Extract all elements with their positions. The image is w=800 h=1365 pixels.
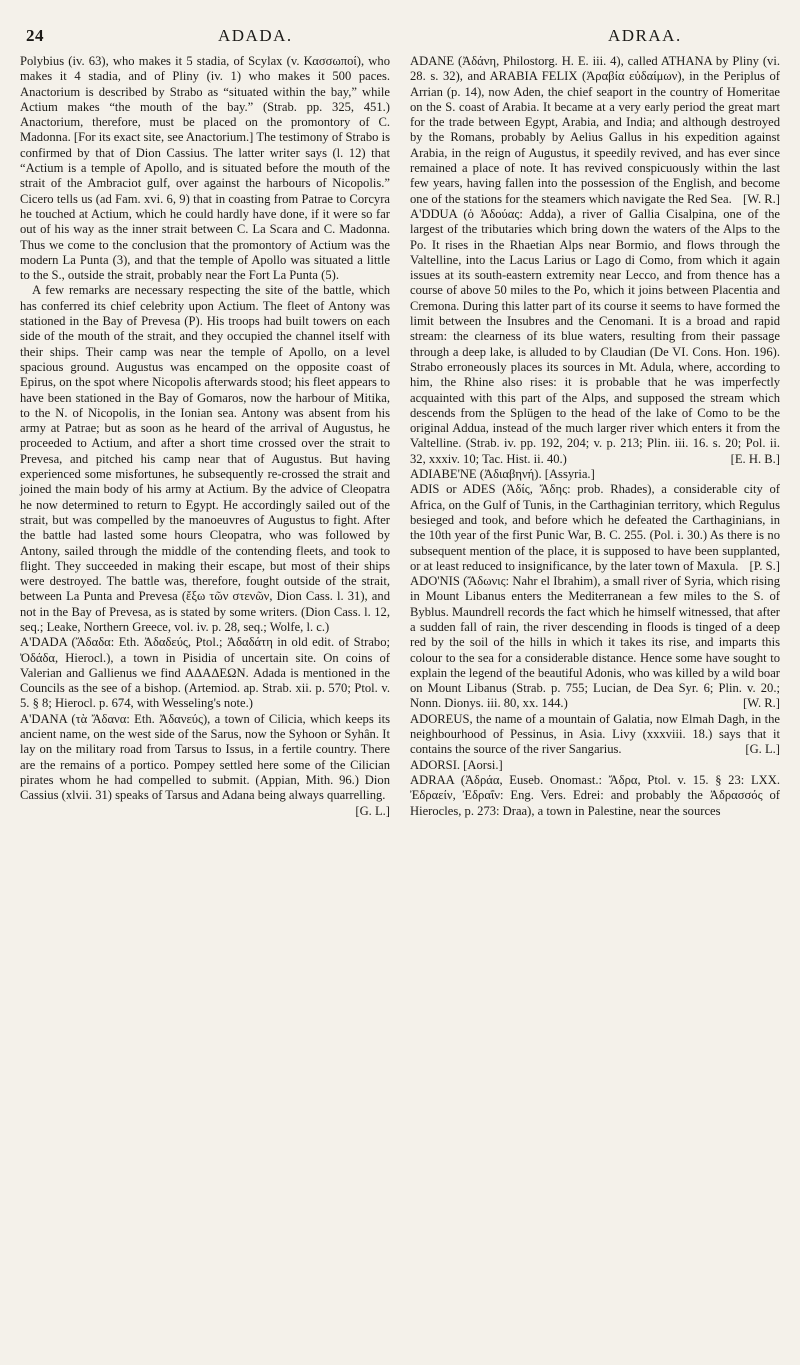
paragraph bbox=[410, 773, 780, 819]
paragraph-text: ADIABE'NE (Ἀδιαβηνή). [Assyria.] bbox=[410, 467, 595, 482]
paragraph-text: ADORSI. [Aorsi.] bbox=[410, 757, 503, 772]
contributor-signature: [G. L.] bbox=[745, 742, 780, 757]
paragraph bbox=[20, 635, 390, 711]
paragraph-text: A'DANA (τὰ Ἄδανα: Eth. Ἀδανεύς), a town of Cilicia, which keeps its ancient name, on the west side of the Sarus, now the Syhoon or Syhân. It lay on the military road from Tarsus to Issus, in a fertile country. There are the remains of a portico. Pompey settled here some of the Cilician pirates whom he had compelled to submit. (Appian, Mith. 96.) Dion Cassius (xlvii. 31) speaks of Tarsus and Adana being always quarrelling. bbox=[20, 711, 390, 803]
page-number: 24 bbox=[26, 26, 44, 45]
left-running-head: ADADA. bbox=[218, 26, 293, 45]
paragraph bbox=[20, 711, 390, 818]
paragraph bbox=[410, 54, 780, 207]
right-running-head: ADRAA. bbox=[608, 26, 682, 45]
paragraph-text: A'DADA (Ἄδαδα: Eth. Ἀδαδεύς, Ptol.; Ἀδαδάτη in old edit. of Strabo; Ὀδάδα, Hierocl.), a town in Pisidia of uncertain site. On coins of Valerian and Gallienus we find ΑΔΑΔΕΩΝ. Adada is mentioned in the Councils as the see of a bishop. (Artemiod. ap. Strab. xii. p. 570; Ptol. v. 5. § 8; Hierocl. p. 674, with Wesseling's note.) bbox=[20, 635, 390, 711]
paragraph bbox=[410, 712, 780, 758]
contributor-signature: [W. R.] bbox=[743, 696, 780, 711]
contributor-signature: [E. H. B.] bbox=[730, 451, 780, 466]
paragraph bbox=[20, 283, 390, 635]
right-column bbox=[410, 54, 780, 819]
paragraph bbox=[410, 574, 780, 712]
paragraph-text: ADIS or ADES (Ἀδίς, Ἄδης: prob. Rhades), a considerable city of Africa, on the Gulf of Tunis, in the Carthaginian territory, which Regulus besieged and took, and before which he defeated the Carthaginians, in the 10th year of the first Punic War, B. C. 255. (Pol. i. 30.) As there is no subsequent mention of the place, it is supposed to have been supplanted, or at least reduced to insignificance, by the later town of Maxula. bbox=[410, 482, 780, 573]
contributor-signature: [W. R.] bbox=[743, 191, 780, 206]
left-column bbox=[20, 54, 390, 819]
paragraph bbox=[410, 467, 780, 482]
paragraph-text: ADOREUS, the name of a mountain of Galatia, now Elmah Dagh, in the neighbourhood of Pessinus, in Asia. Livy (xxxviii. 18.) says that it contains the source of the river Sangarius. bbox=[410, 711, 780, 757]
paragraph bbox=[20, 54, 390, 283]
contributor-signature: [P. S.] bbox=[749, 558, 780, 573]
paragraph bbox=[410, 482, 780, 574]
text-columns bbox=[20, 54, 780, 819]
running-header bbox=[20, 20, 780, 50]
paragraph-text: ADRAA (Ἀδράα, Euseb. Onomast.: Ἄδρα, Ptol. v. 15. § 23: LXX. Ἐδραείν, Ἐδραΐν: Eng. Vers. Edrei: and probably the Ἀδρασσός of Hierocles, p. 273: Draa), a town in Palestine, near the sources bbox=[410, 772, 780, 818]
paragraph-text: ADANE (Ἀδάνη, Philostorg. H. E. iii. 4), called ATHANA by Pliny (vi. 28. s. 32), and ARABIA FELIX (Ἀραβία εὐδαίμων), in the Periplus of Arrian (p. 14), now Aden, the chief seaport in the country of Homeritae on the S. coast of Arabia. It became at a very early period the great mart for the trade between Egypt, Arabia, and India; and although destroyed by the Romans, probably by Aelius Gallus in his expedition against Arabia, in the reign of Augustus, it speedily revived, and has ever since remained a place of note. It has revived conspicuously within the last few years, having fallen into the possession of the English, and become one of the stations for the steamers which navigate the Red Sea. bbox=[410, 54, 780, 206]
paragraph-text: A'DDUA (ὁ Ἀδούας: Adda), a river of Gallia Cisalpina, one of the largest of the tributaries which bring down the waters of the Alps to the Po. It rises in the Rhaetian Alps near Bormio, and flows through the Valtelline, into the Lacus Larius or Lago di Como, from which it again issues at its south-eastern extremity near Lecco, and from thence has a course of above 50 miles to the Po, which it joins between Placentia and Cremona. During this latter part of its course it seems to have formed the limit between the Insubres and the Cenomani. It is a broad and rapid stream: the clearness of its blue waters, resulting from their passage through a deep lake, is alluded to by Claudian (De VI. Cons. Hon. 196). Strabo erroneously places its sources in Mt. Adula, where, according to him, the Rhine also rises: it is probable that he was imperfectly acquainted with this part of the Alps, and supposed the stream which descends from the Splügen to the head of the lake of Como to be the original Addua, instead of the much larger river which enters it from the Valtelline. (Strab. iv. pp. 192, 204; v. p. 213; Plin. iii. 16. s. 20; Pol. ii. 32, xxxiv. 10; Tac. Hist. ii. 40.) bbox=[410, 206, 780, 466]
paragraph-text: Polybius (iv. 63), who makes it 5 stadia, of Scylax (v. Κασσωποί), who makes it 4 stadia, and of Pliny (iv. 1) who makes it 500 paces. Anactorium is described by Strabo as “situated within the bay,” while Actium makes “the mouth of the bay.” (Strab. pp. 325, 451.) Anactorium, therefore, must be placed on the promontory of C. Madonna. [For its exact site, see Anactorium.] The testimony of Strabo is confirmed by that of Dion Cassius. The latter writer says (l. 12) that “Actium is a temple of Apollo, and is situated before the mouth of the strait of the Ambraciot gulf, over against the harbours of Nicopolis.” Cicero tells us (ad Fam. xvi. 6, 9) that in coasting from Patrae to Corcyra he touched at Actium, which he could hardly have done, if it were so far out of his way as the inner strait between C. La Scara and C. Madonna. Thus we come to the conclusion that the promontory of Actium was the modern La Punta (3), and that the temple of Apollo was situated a little to the S., outside the strait, probably near the Fort La Punta (5). bbox=[20, 54, 390, 283]
paragraph-text: A few remarks are necessary respecting the site of the battle, which has conferred its chief celebrity upon Actium. The fleet of Antony was stationed in the Bay of Prevesa (P). His troops had built towers on each side of the mouth of the strait, and they occupied the channel itself with their ships. Their camp was near the temple of Apollo, on a level spacious ground. Augustus was encamped on the opposite coast of Epirus, on the spot where Nicopolis afterwards stood; his fleet appears to have been stationed in the Bay of Gomaros, now the harbour of Mitika, to the N. of Nicopolis, in the Ionian sea. Antony was absent from his army at Patrae; but as soon as he heard of the arrival of Augustus, he proceeded to Actium, and after a short time crossed over the strait to Prevesa, and pitched his camp near that of Augustus. But having experienced some misfortunes, he subsequently re-crossed the strait and joined the main body of his army at Actium. By the advice of Cleopatra he now determined to return to Egypt. He accordingly sailed out of the strait, but was compelled by the manoeuvres of Augustus to fight. After the battle had lasted some hours Cleopatra, who was followed by Antony, sailed through the middle of the contending fleets, and took to flight. They succeeded in making their escape, but most of their ships were destroyed. The battle was, therefore, fought outside of the strait, between La Punta and Prevesa (ἔξω τῶν στενῶν, Dion Cass. l. 31), and not in the Bay of Prevesa, as is stated by some writers. (Dion Cass. l. 12, seq.; Leake, Northern Greece, vol. iv. p. 28, seq.; Wolfe, l. c.) bbox=[20, 283, 390, 634]
paragraph bbox=[410, 758, 780, 773]
paragraph bbox=[410, 207, 780, 467]
paragraph-text: ADO'NIS (Ἄδωνις: Nahr el Ibrahim), a small river of Syria, which rising in Mount Libanus enters the Mediterranean a few miles to the S. of Byblus. Maundrell records the fact which he himself witnessed, that after a sudden fall of rain, the river descending in floods is tinged of a deep red by the soil of the hills in which it takes its rise, and imparts this colour to the sea for a considerable distance. Hence some have sought to explain the legend of the beautiful Adonis, who was killed by a wild boar on Mount Libanus (Strab. p. 755; Lucian, de Dea Syr. 6; Plin. v. 20.; Nonn. Dionys. iii. 80, xx. 144.) bbox=[410, 574, 780, 711]
contributor-signature: [G. L.] bbox=[355, 803, 390, 818]
